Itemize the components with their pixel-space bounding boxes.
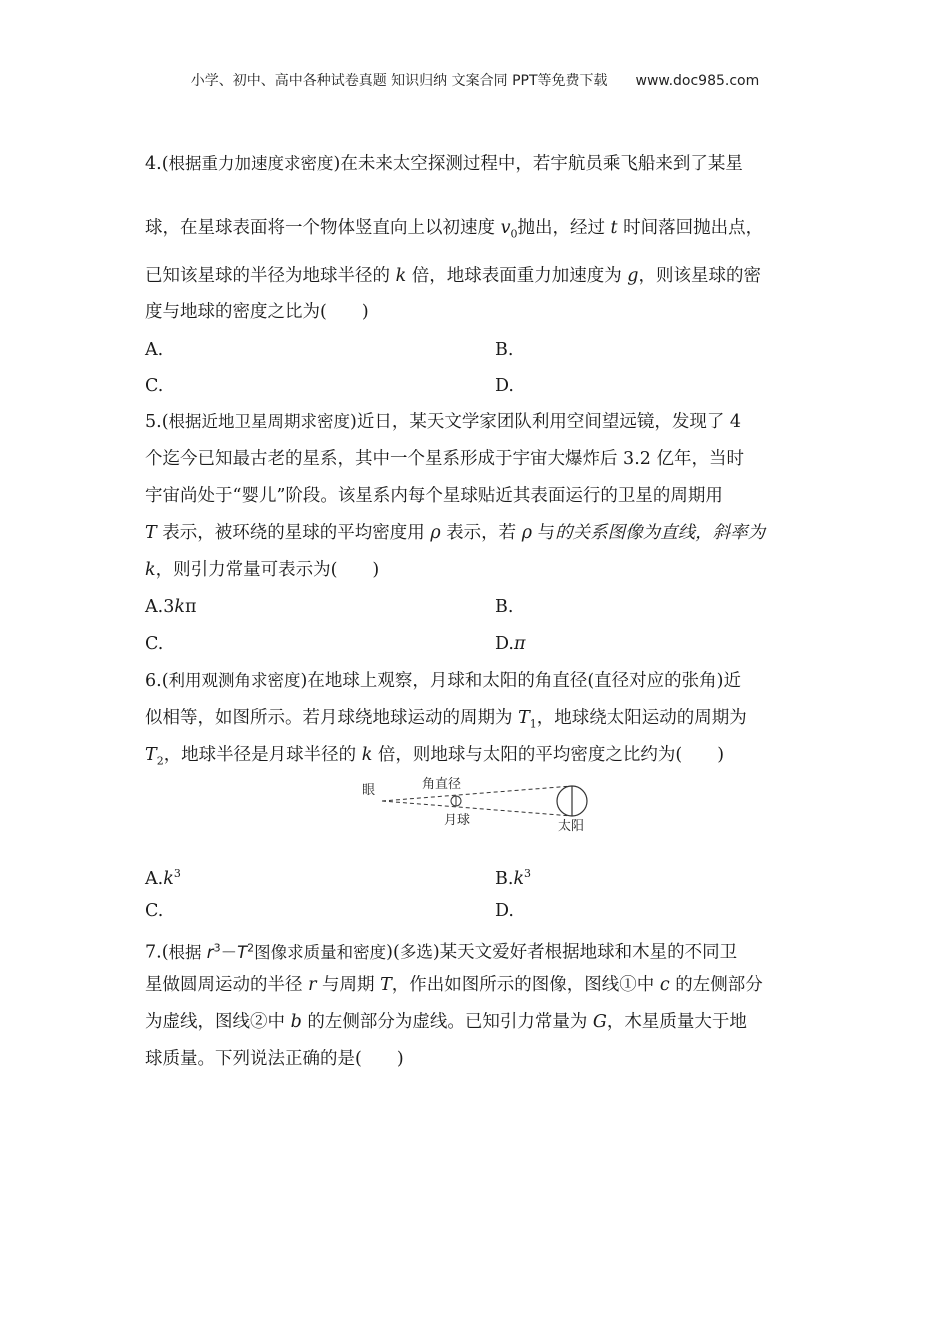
angular-diameter-diagram bbox=[360, 772, 600, 842]
fig-sun-label: 太阳 bbox=[558, 819, 585, 834]
fig-moon-label: 月球 bbox=[444, 813, 471, 828]
q5-line-2: 个迄今已知最古老的星系，其中一个星系形成于宇宙大爆炸后 3.2 亿年，当时 bbox=[145, 449, 744, 469]
moon-shape bbox=[451, 796, 461, 806]
q5-line-4: T 表示，被环绕的星球的平均密度用 ρ 表示，若 ρ 与的关系图像为直线，斜率为 bbox=[145, 523, 766, 543]
q5-line-1: 5.(根据近地卫星周期求密度)近日，某天文学家团队利用空间望远镜，发现了 4 bbox=[145, 412, 742, 432]
q4-line-3: 已知该星球的半径为地球半径的 k 倍，地球表面重力加速度为 g，则该星球的密 bbox=[145, 266, 761, 286]
q4-line-2: 球，在星球表面将一个物体竖直向上以初速度 $v_0$抛出，经过 t 时间落回抛出点， bbox=[145, 218, 764, 241]
q4-option-c[interactable]: C. bbox=[145, 376, 164, 396]
header-text: 小学、初中、高中各种试卷真题 知识归纳 文案合同 PPT等免费下载 bbox=[190, 73, 608, 89]
fig-eye-label: 眼 bbox=[362, 783, 376, 798]
q4-option-b[interactable]: B. bbox=[495, 340, 514, 360]
q4-line-1: 4.(根据重力加速度求密度)在未来太空探测过程中，若宇航员乘飞船来到了某星 bbox=[145, 154, 743, 174]
q5-option-d[interactable]: D.π bbox=[495, 634, 526, 654]
q6-line-2: 似相等，如图所示。若月球绕地球运动的周期为 $T_1$，地球绕太阳运动的周期为 bbox=[145, 708, 747, 731]
sightlines bbox=[382, 786, 572, 816]
q7-line-1: 7.(根据 $r^3-T^2$图像求质量和密度)(多选)某天文爱好者根据地球和木星的不同卫 bbox=[145, 941, 738, 963]
q5-line-3: 宇宙尚处于“婴儿”阶段。该星系内每个星球贴近其表面运行的卫星的周期用 bbox=[145, 486, 723, 506]
q7-line-3: 为虚线，图线②中 b 的左侧部分为虚线。已知引力常量为 G，木星质量大于地 bbox=[145, 1012, 747, 1032]
q6-option-b[interactable]: $B.k^3$ bbox=[495, 867, 532, 889]
q6-option-c[interactable]: C. bbox=[145, 901, 164, 921]
q7-line-4: 球质量。下列说法正确的是( ) bbox=[145, 1049, 404, 1069]
page-header bbox=[0, 70, 950, 90]
q4-line-4: 度与地球的密度之比为( ) bbox=[145, 302, 369, 322]
q5-tag: 根据近地卫星周期求密度 bbox=[168, 412, 351, 431]
q4-option-a[interactable]: A. bbox=[145, 340, 164, 360]
q4-tag: 根据重力加速度求密度 bbox=[168, 154, 334, 173]
fig-angle-label: 角直径 bbox=[422, 777, 462, 792]
q6-tag: 利用观测角求密度 bbox=[168, 671, 301, 690]
q5-line-5: k，则引力常量可表示为( ) bbox=[145, 560, 380, 580]
header-url: www.doc985.com bbox=[635, 73, 760, 89]
sun-shape bbox=[557, 786, 587, 816]
q6-option-d[interactable]: D. bbox=[495, 901, 514, 921]
q4-option-d[interactable]: D. bbox=[495, 376, 514, 396]
q5-option-b[interactable]: B. bbox=[495, 597, 514, 617]
q5-option-a[interactable]: A.3kπ bbox=[145, 597, 197, 617]
q6-line-3: $T_2$，地球半径是月球半径的 k 倍，则地球与太阳的平均密度之比约为( ) bbox=[145, 745, 725, 768]
q7-line-2: 星做圆周运动的半径 r 与周期 T，作出如图所示的图像，图线①中 c 的左侧部分 bbox=[145, 975, 763, 995]
q7-tag: 根据 $r^3-T^2$图像求质量和密度 bbox=[168, 941, 387, 962]
q6-line-1: 6.(利用观测角求密度)在地球上观察，月球和太阳的角直径(直径对应的张角)近 bbox=[145, 671, 742, 691]
q5-option-c[interactable]: C. bbox=[145, 634, 164, 654]
q6-option-a[interactable]: $A.k^3$ bbox=[145, 867, 181, 889]
